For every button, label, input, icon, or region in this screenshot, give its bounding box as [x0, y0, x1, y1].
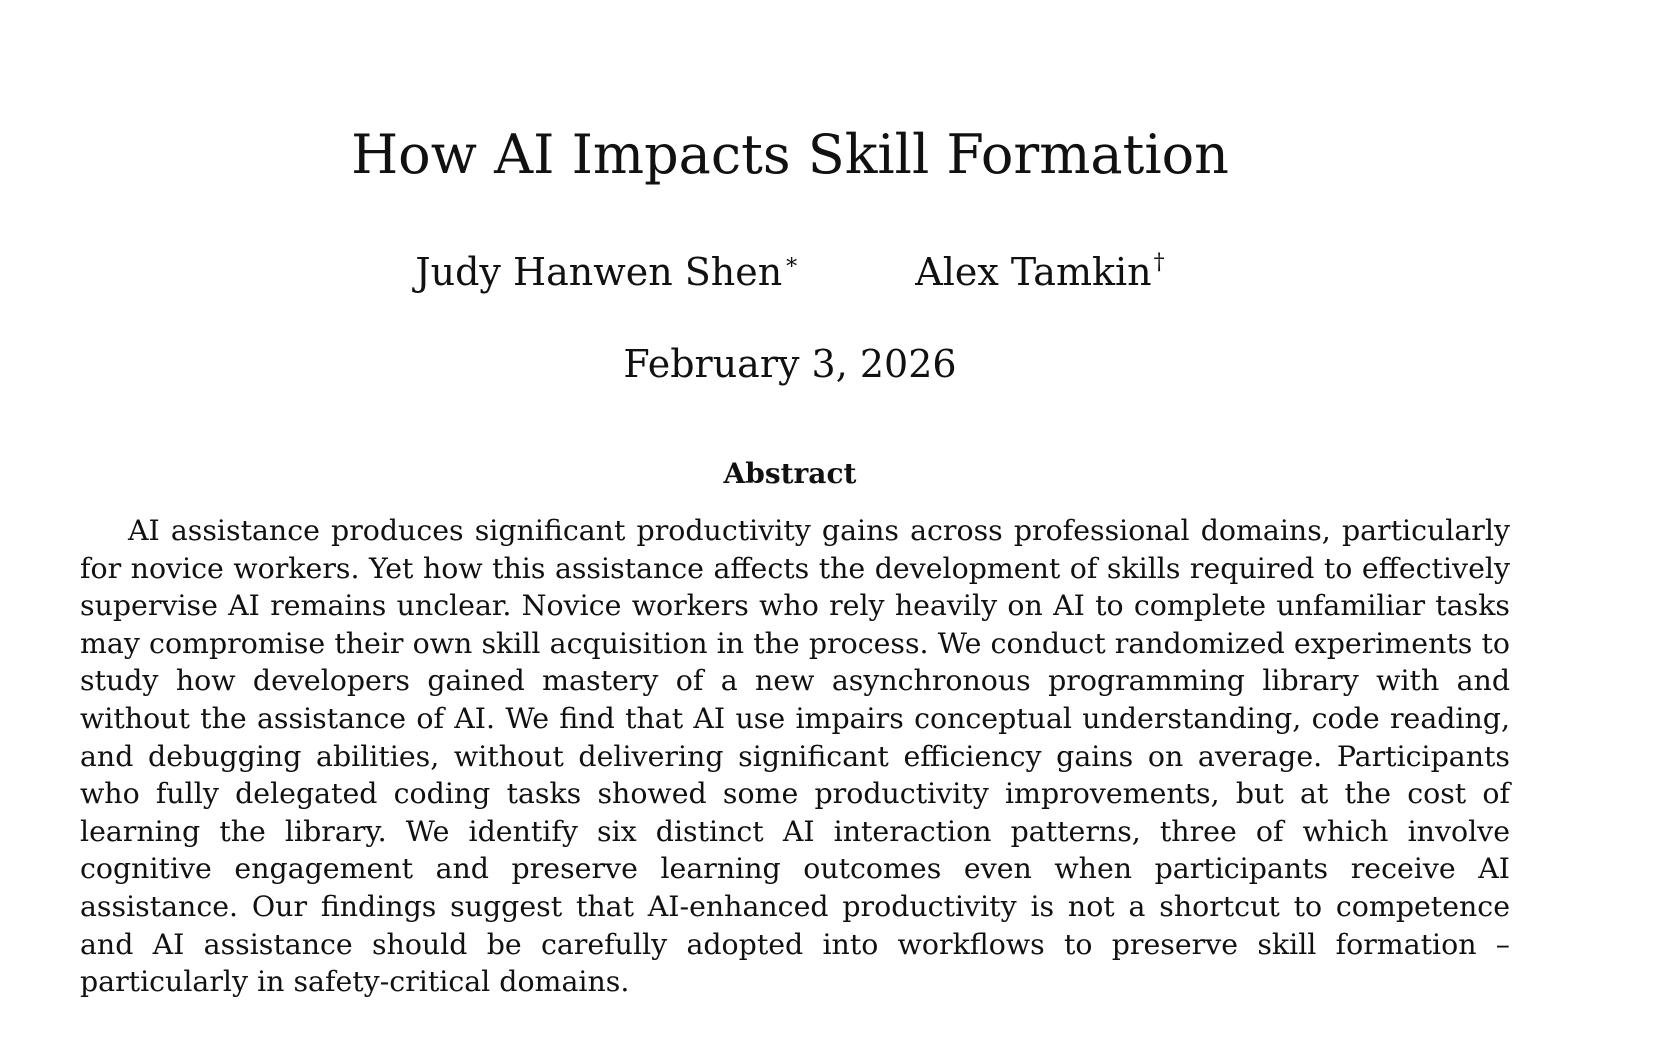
- paper-date: February 3, 2026: [623, 342, 957, 386]
- author-1: [415, 250, 800, 294]
- author-2: [915, 250, 1165, 294]
- author-2-footnote-mark: †: [1153, 250, 1165, 275]
- author-1-name: Judy Hanwen Shen: [415, 250, 783, 294]
- author-2-name: Alex Tamkin: [915, 250, 1152, 294]
- abstract-text: AI assistance produces significant productivity gains across professional domains, particularly for novice workers. Yet how this assistance affects the development of skills required to effectively supervise AI remains unclear. Novice workers who rely heavily on AI to complete unfamiliar tasks may compromise their own skill acquisition in the process. We conduct randomized experiments to study how developers gained mastery of a new asynchronous programming library with and without the assistance of AI. We find that AI use impairs conceptual understanding, code reading, and debugging abilities, without delivering significant efficiency gains on average. Participants who fully delegated coding tasks showed some productivity improvements, but at the cost of learning the library. We identify six distinct AI interaction patterns, three of which involve cognitive engagement and preserve learning outcomes even when participants receive AI assistance. Our findings suggest that AI-enhanced productivity is not a shortcut to competence and AI assistance should be carefully adopted into workflows to preserve skill formation – particularly in safety-critical domains.: [80, 514, 1510, 999]
- author-1-footnote-mark: ∗: [784, 250, 800, 275]
- paper-title: How AI Impacts Skill Formation: [351, 123, 1229, 186]
- abstract-heading: Abstract: [723, 457, 857, 490]
- author-list: [0, 250, 1580, 294]
